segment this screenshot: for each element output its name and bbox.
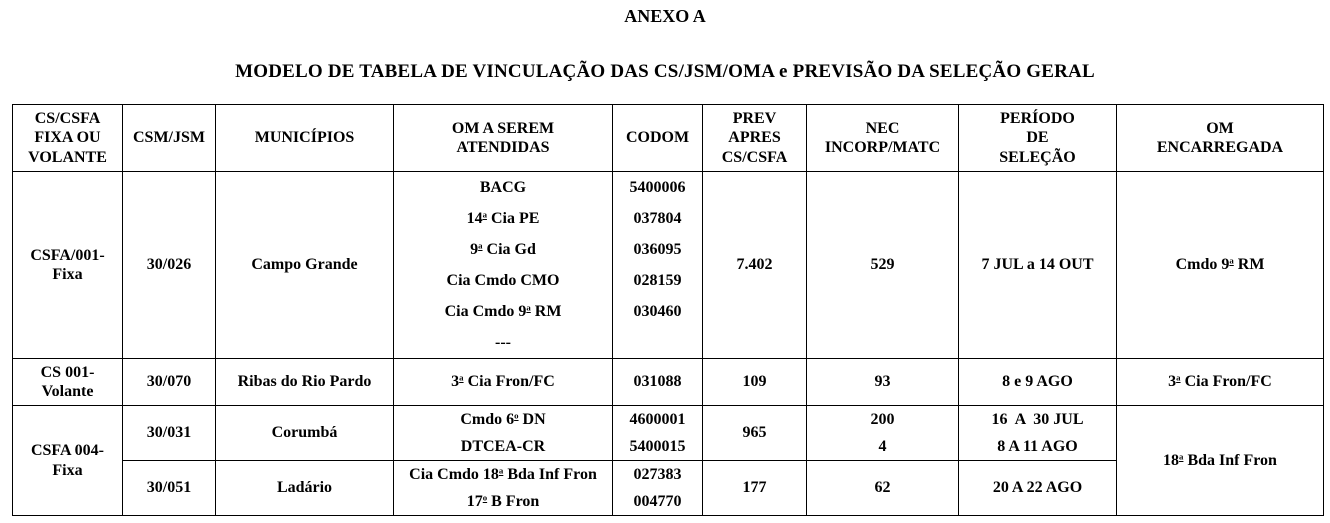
cell-csm: 30/026 [123, 172, 216, 359]
header-encarregada: OM ENCARREGADA [1117, 105, 1324, 172]
cell-periodo: 16 A 30 JUL 8 A 11 AGO [959, 406, 1117, 461]
cell-om [394, 461, 613, 516]
cell-om [394, 406, 613, 461]
cell-prev: 177 [703, 461, 807, 516]
om-line: 17$^o$ B Fron [466, 492, 540, 510]
cell-municipio: Ribas do Rio Pardo [216, 359, 394, 406]
header-om: OM A SEREM ATENDIDAS [394, 105, 613, 172]
cell-codom: 5400006 037804 036095 028159 030460 [613, 172, 703, 359]
cell-om [394, 172, 613, 359]
cell-periodo: 8 e 9 AGO [959, 359, 1117, 406]
om-line: Cmdo 6$^o$ DN [460, 410, 546, 428]
cell-prev: 109 [703, 359, 807, 406]
cell-csm: 30/031 [123, 406, 216, 461]
cell-municipio: Campo Grande [216, 172, 394, 359]
cell-tipo: CS 001- Volante [13, 359, 123, 406]
cell-csm: 30/051 [123, 461, 216, 516]
header-csm: CSM/JSM [123, 105, 216, 172]
om-line: BACG [479, 179, 527, 196]
cell-csm: 30/070 [123, 359, 216, 406]
cell-encarregada: 3$^a$ Cia Fron/FC [1117, 359, 1324, 406]
cell-periodo: 7 JUL a 14 OUT [959, 172, 1117, 359]
om-line: Cia Cmdo 18$^a$ Bda Inf Fron [409, 465, 597, 483]
header-prev: PREV APRES CS/CSFA [703, 105, 807, 172]
header-nec: NEC INCORP/MATC [807, 105, 959, 172]
cell-periodo: 20 A 22 AGO [959, 461, 1117, 516]
table-row [13, 406, 1324, 461]
header-row [13, 105, 1324, 172]
table-row [13, 359, 1324, 406]
om-line: Cia Cmdo CMO [446, 272, 560, 289]
table-row [13, 172, 1324, 359]
om-line: 9$^a$ Cia Gd [470, 240, 536, 258]
header-periodo: PERÍODO DE SELEÇÃO [959, 105, 1117, 172]
linkage-table [12, 104, 1324, 516]
document-title: MODELO DE TABELA DE VINCULAÇÃO DAS CS/JSM/OMA e PREVISÃO DA SELEÇÃO GERAL [235, 61, 1095, 82]
cell-municipio: Corumbá [216, 406, 394, 461]
om-line: Cia Cmdo 9$^a$ RM [444, 302, 562, 320]
cell-codom: 031088 [613, 359, 703, 406]
cell-tipo: CSFA 004- Fixa [13, 406, 123, 516]
cell-nec: 200 4 [807, 406, 959, 461]
cell-nec: 529 [807, 172, 959, 359]
header-tipo: CS/CSFA FIXA OU VOLANTE [13, 105, 123, 172]
header-codom: CODOM [613, 105, 703, 172]
cell-prev: 965 [703, 406, 807, 461]
cell-nec: 93 [807, 359, 959, 406]
cell-codom: 4600001 5400015 [613, 406, 703, 461]
om-line: 14$^a$ Cia PE [466, 209, 540, 227]
cell-municipio: Ladário [216, 461, 394, 516]
cell-codom: 027383 004770 [613, 461, 703, 516]
cell-tipo: CSFA/001- Fixa [13, 172, 123, 359]
annex-label: ANEXO A [624, 6, 706, 26]
cell-encarregada: 18$^a$ Bda Inf Fron [1117, 406, 1324, 516]
om-line: DTCEA-CR [460, 438, 546, 455]
cell-prev: 7.402 [703, 172, 807, 359]
om-line: --- [495, 334, 511, 351]
cell-encarregada: Cmdo 9$^a$ RM [1117, 172, 1324, 359]
cell-nec: 62 [807, 461, 959, 516]
header-municipios: MUNICÍPIOS [216, 105, 394, 172]
cell-om: 3$^a$ Cia Fron/FC [394, 359, 613, 406]
